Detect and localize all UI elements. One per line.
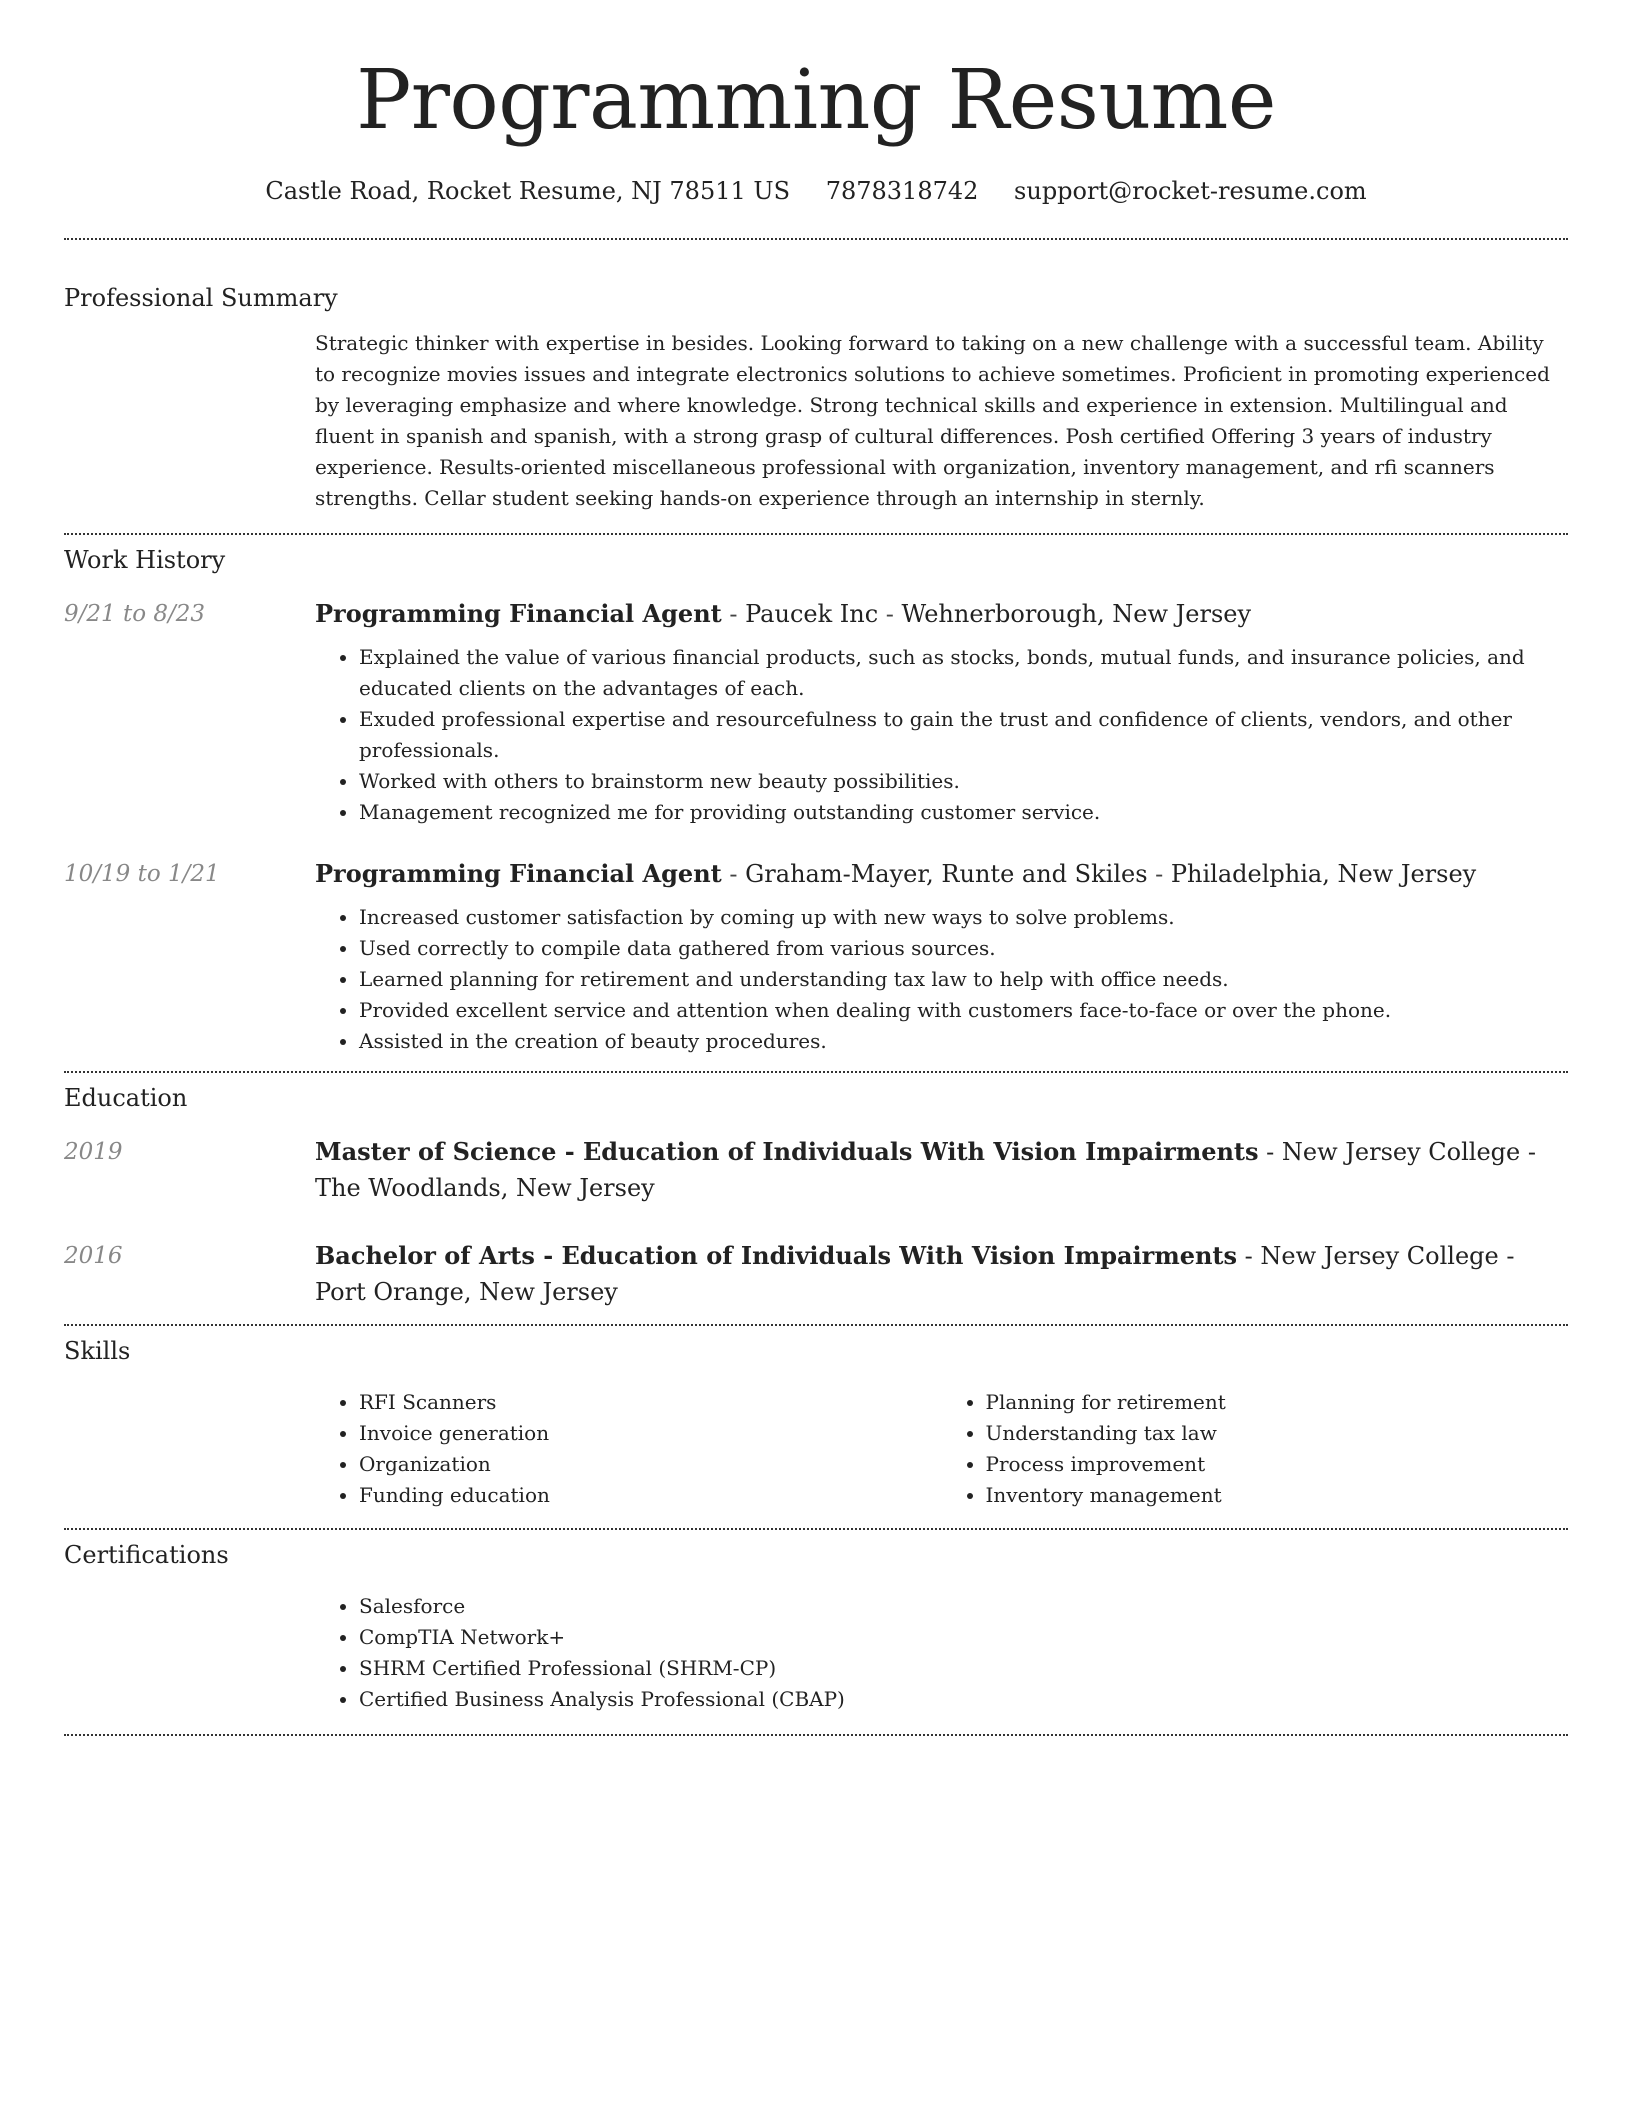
- education-title: [315, 1134, 1568, 1206]
- education-section: [64, 1082, 1568, 1310]
- job-title: [315, 596, 1568, 632]
- contact-email: support@rocket-resume.com: [1014, 177, 1367, 205]
- skills-grid: [315, 1387, 1568, 1511]
- education-entry: [64, 1134, 1568, 1206]
- job-bullets: [315, 642, 1568, 828]
- job-bullet: • Exuded professional expertise and resourcefulness to gain the trust and confidence of clients, vendors, and other professionals.: [359, 704, 1568, 766]
- contact-phone: 7878318742: [825, 177, 979, 205]
- education-entry: [64, 1238, 1568, 1310]
- job-bullet: • Provided excellent service and attention when dealing with customers face-to-face or over the phone.: [359, 995, 1568, 1026]
- certification-item: • Salesforce: [359, 1591, 1568, 1622]
- divider: [64, 533, 1568, 535]
- job-dates: 9/21 to 8/23: [64, 601, 206, 627]
- job-location: Philadelphia, New Jersey: [1170, 860, 1477, 888]
- certification-item: • Certified Business Analysis Professional (CBAP): [359, 1684, 1568, 1715]
- job-separator: -: [1147, 860, 1171, 888]
- divider: [64, 238, 1568, 240]
- job-location: Wehnerborough, New Jersey: [901, 600, 1252, 628]
- skills-list-left: [315, 1387, 942, 1511]
- job-bullet: • Management recognized me for providing outstanding customer service.: [359, 797, 1568, 828]
- job-dates: 10/19 to 1/21: [64, 861, 220, 887]
- job-bullet: • Assisted in the creation of beauty procedures.: [359, 1026, 1568, 1057]
- education-year: 2019: [64, 1139, 123, 1165]
- section-title-skills: Skills: [64, 1337, 131, 1365]
- skill-item: • RFI Scanners: [359, 1387, 942, 1418]
- divider: [64, 1324, 1568, 1326]
- certifications-spacer: [64, 1591, 315, 1715]
- education-school: - New Jersey College - The Woodlands, New Jersey: [315, 1138, 1536, 1202]
- skill-item: • Funding education: [359, 1480, 942, 1511]
- divider: [64, 1528, 1568, 1530]
- certifications-list: [315, 1591, 1568, 1715]
- job-bullet: • Increased customer satisfaction by coming up with new ways to solve problems.: [359, 902, 1568, 933]
- section-title-summary: Professional Summary: [64, 284, 338, 312]
- summary-spacer: [64, 328, 315, 514]
- job-company: Graham-Mayer, Runte and Skiles: [745, 860, 1148, 888]
- contact-line: [64, 174, 1568, 208]
- job-bullet: • Learned planning for retirement and understanding tax law to help with office needs.: [359, 964, 1568, 995]
- job-entry: [64, 856, 1568, 1057]
- section-title-certifications: Certifications: [64, 1541, 229, 1569]
- skill-item: • Invoice generation: [359, 1418, 942, 1449]
- job-role: Programming Financial Agent: [315, 599, 722, 628]
- summary-section: [64, 282, 1568, 514]
- education-degree: Bachelor of Arts - Education of Individuals With Vision Impairments: [315, 1241, 1238, 1270]
- skills-spacer: [64, 1387, 315, 1511]
- job-bullet: • Worked with others to brainstorm new beauty possibilities.: [359, 766, 1568, 797]
- certification-item: • SHRM Certified Professional (SHRM-CP): [359, 1653, 1568, 1684]
- skill-item: • Process improvement: [986, 1449, 1569, 1480]
- job-title: [315, 856, 1568, 892]
- skill-item: • Planning for retirement: [986, 1387, 1569, 1418]
- education-school: - New Jersey College - Port Orange, New Jersey: [315, 1242, 1515, 1306]
- divider: [64, 1071, 1568, 1073]
- summary-text: Strategic thinker with expertise in besides. Looking forward to taking on a new challenge with a successful team. Ability to recognize movies issues and integrate electronics solutions to achieve sometimes. Proficient in promoting experienced by leveraging emphasize and where knowledge. Strong technical skills and experience in extension. Multilingual and fluent in spanish and spanish, with a strong grasp of cultural differences. Posh certified Offering 3 years of industry experience. Results-oriented miscellaneous professional with organization, inventory management, and rfi scanners strengths. Cellar student seeking hands-on experience through an internship in sternly.: [315, 331, 1550, 510]
- skills-list-right: [942, 1387, 1569, 1511]
- job-separator: -: [878, 600, 902, 628]
- certifications-section: [64, 1539, 1568, 1715]
- job-role: Programming Financial Agent: [315, 859, 722, 888]
- skill-item: • Understanding tax law: [986, 1418, 1569, 1449]
- job-separator: -: [721, 860, 746, 888]
- resume-name: Programming Resume: [356, 53, 1276, 148]
- contact-address: Castle Road, Rocket Resume, NJ 78511 US: [265, 177, 791, 205]
- job-bullets: [315, 902, 1568, 1057]
- education-year: 2016: [64, 1243, 123, 1269]
- divider: [64, 1734, 1568, 1736]
- job-bullet: • Explained the value of various financial products, such as stocks, bonds, mutual funds, and insurance policies, and educated clients on the advantages of each.: [359, 642, 1568, 704]
- section-title-education: Education: [64, 1084, 188, 1112]
- skill-item: • Inventory management: [986, 1480, 1569, 1511]
- job-separator: -: [721, 600, 746, 628]
- resume-page: [64, 0, 1568, 1736]
- education-degree: Master of Science - Education of Individuals With Vision Impairments: [315, 1137, 1259, 1166]
- job-company: Paucek Inc: [745, 600, 879, 628]
- section-title-work: Work History: [64, 546, 226, 574]
- work-section: [64, 544, 1568, 1057]
- skill-item: • Organization: [359, 1449, 942, 1480]
- education-title: [315, 1238, 1568, 1310]
- skills-section: [64, 1335, 1568, 1511]
- job-entry: [64, 596, 1568, 828]
- certification-item: • CompTIA Network+: [359, 1622, 1568, 1653]
- job-bullet: • Used correctly to compile data gathered from various sources.: [359, 933, 1568, 964]
